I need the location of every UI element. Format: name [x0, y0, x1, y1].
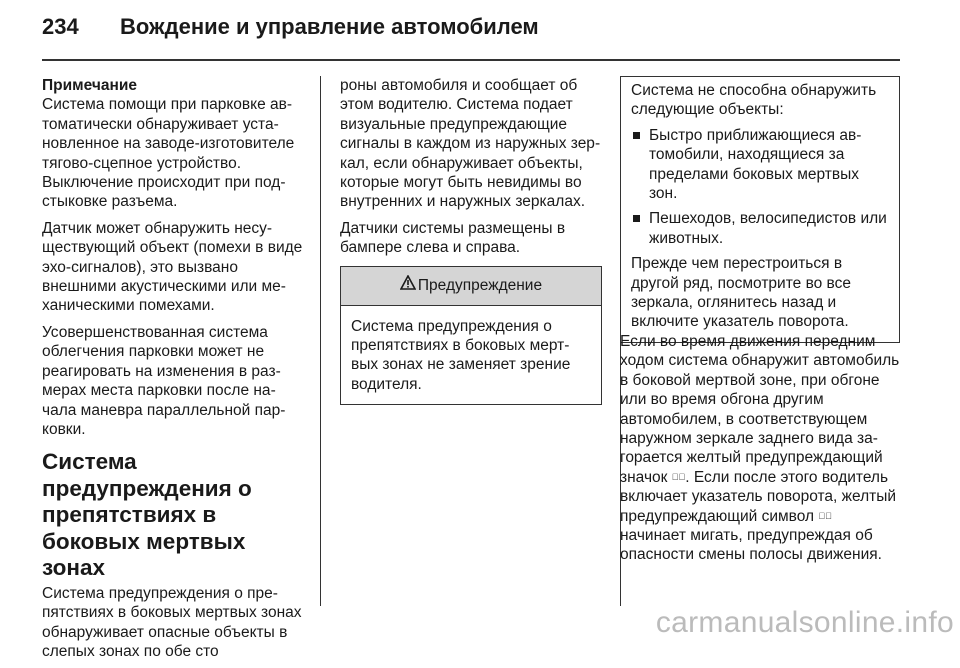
list-item: Пешеходов, велосипедистов или животных.	[631, 209, 889, 248]
bullet-icon	[633, 132, 640, 139]
paragraph-2: Датчик может обнаружить несуществующий объект (помехи в виде эхо-сигналов), это вызвано внешними акустическими или механическими помехами.	[42, 219, 303, 315]
note-paragraph-1: Система помощи при парковке автоматически обнаруживает установленное на заводе-изготовителе тягово-сцепное устройство. Выключение происходит при подстыковке разъема.	[42, 96, 295, 211]
warning-symbol-paragraph: Если во время движения передним ходом система обнаружит автомобиль в боковой мертвой зоне, при обгоне или во время обгона другим автомобилем, в соответствующем наружном зеркале заднего вида загорается желтый предупреждающий значок ⊿⃞. Если после этого водитель включает указатель поворота, желтый предупреждающий символ ⊿⃞ начинает мигать, предупреждая об опасности смены полосы движения.	[620, 333, 900, 564]
column-3-text	[620, 332, 900, 572]
watermark: carmanualsonline.info	[655, 606, 954, 639]
warning-triangle-icon	[400, 275, 416, 295]
paragraph-3: Усовершенствованная система облегчения парковки может не реагировать на изменения в размерах места парковки после начала маневра параллельной парковки.	[42, 323, 286, 438]
section-intro: Система предупреждения о препятствиях в боковых мертвых зонах обнаруживает опасные объекты в слепых зонах по обе сто	[42, 584, 302, 661]
info-intro: Система не способна обнаружить следующие объекты:	[631, 82, 877, 119]
page-title: Вождение и управление автомобилем	[120, 14, 539, 39]
side-blind-zone-icon: ⊿⃞	[818, 510, 832, 521]
side-blind-zone-icon: ⊿⃞	[671, 471, 686, 482]
page-header	[42, 14, 539, 40]
column-1	[42, 76, 304, 668]
info-box	[620, 76, 900, 343]
header-rule	[42, 59, 900, 61]
list-item: Быстро приближающиеся автомобили, находящиеся за пределами боковых мертвых зон.	[631, 126, 889, 204]
column2-paragraph-2: Датчики системы размещены в бампере слева и справа.	[340, 219, 566, 257]
column2-paragraph-1: роны автомобиля и сообщает об этом водителю. Система подает визуальные предупреждающие сигналы в каждом из наружных зеркал, если обнаруживает объекты, которые могут быть невидимы во внутренних и наружных зеркалах.	[340, 77, 601, 211]
warning-header	[341, 267, 601, 306]
note-title: Примечание	[42, 77, 137, 94]
section-heading: Система предупреждения о препятствиях в боковых мертвых зонах	[42, 449, 252, 581]
bullet-icon	[633, 215, 640, 222]
warning-box	[340, 266, 602, 406]
warning-title: Предупреждение	[417, 276, 543, 294]
column-2	[340, 76, 602, 405]
info-list	[631, 126, 889, 248]
info-outro: Прежде чем перестроиться в другой ряд, посмотрите во все зеркала, оглянитесь назад и включите указатель поворота.	[631, 255, 851, 331]
warning-text: Система предупреждения о препятствиях в боковых мертвых зонах не заменяет зрение водителя.	[351, 317, 571, 393]
page-number: 234	[42, 14, 79, 39]
column-divider-1	[320, 76, 321, 606]
